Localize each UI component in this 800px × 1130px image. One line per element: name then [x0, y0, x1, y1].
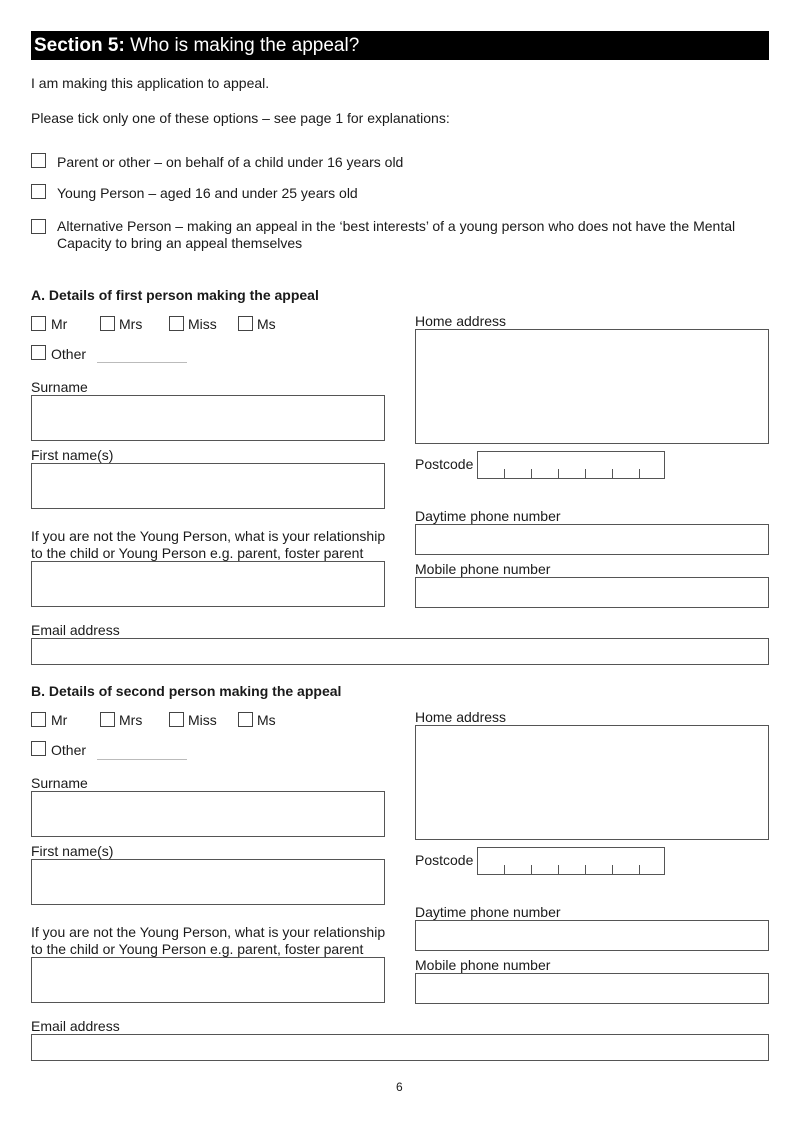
person-a-heading: A. Details of first person making the appeal: [31, 287, 319, 303]
person-b-mr-label: Mr: [51, 712, 68, 728]
person-b-mr-checkbox[interactable]: [31, 712, 46, 727]
person-a-daytime-phone-input[interactable]: [415, 524, 769, 555]
option-parent-label: Parent or other – on behalf of a child under 16 years old: [57, 154, 404, 170]
person-a-surname-input[interactable]: [31, 395, 385, 441]
person-b-home-address-label: Home address: [415, 709, 507, 725]
person-b-home-address-input[interactable]: [415, 725, 769, 840]
option-alternative-person-label-line2: Capacity to bring an appeal themselves: [57, 235, 303, 251]
option-alternative-person-checkbox[interactable]: [31, 219, 46, 234]
person-b-daytime-phone-input[interactable]: [415, 920, 769, 951]
person-b-mrs-checkbox[interactable]: [100, 712, 115, 727]
person-a-home-address-label: Home address: [415, 313, 507, 329]
person-b-daytime-phone-label: Daytime phone number: [415, 904, 561, 920]
person-b-other-checkbox[interactable]: [31, 741, 46, 756]
section-title: Who is making the appeal?: [130, 35, 360, 56]
person-a-postcode-label: Postcode: [415, 456, 474, 472]
option-parent-checkbox[interactable]: [31, 153, 46, 168]
person-b-first-names-input[interactable]: [31, 859, 385, 905]
person-a-miss-checkbox[interactable]: [169, 316, 184, 331]
person-a-relationship-label-line2: to the child or Young Person e.g. parent, foster parent: [31, 545, 364, 561]
person-a-miss-label: Miss: [188, 316, 217, 332]
person-a-mr-label: Mr: [51, 316, 68, 332]
person-a-relationship-input[interactable]: [31, 561, 385, 607]
person-b-postcode-label: Postcode: [415, 852, 474, 868]
section-number: Section 5:: [34, 35, 125, 56]
person-b-email-label: Email address: [31, 1018, 120, 1034]
person-b-ms-label: Ms: [257, 712, 276, 728]
person-a-postcode-input[interactable]: [477, 451, 665, 479]
person-b-mobile-phone-label: Mobile phone number: [415, 957, 551, 973]
person-a-home-address-input[interactable]: [415, 329, 769, 444]
person-a-mrs-label: Mrs: [119, 316, 143, 332]
person-b-heading: B. Details of second person making the appeal: [31, 683, 342, 699]
person-b-miss-label: Miss: [188, 712, 217, 728]
person-b-other-label: Other: [51, 742, 87, 758]
person-a-ms-checkbox[interactable]: [238, 316, 253, 331]
person-a-other-checkbox[interactable]: [31, 345, 46, 360]
person-b-mrs-label: Mrs: [119, 712, 143, 728]
person-a-mrs-checkbox[interactable]: [100, 316, 115, 331]
person-a-first-names-label: First name(s): [31, 447, 114, 463]
person-b-surname-label: Surname: [31, 775, 88, 791]
person-a-other-input[interactable]: [97, 362, 187, 363]
page-number: 6: [396, 1080, 403, 1094]
person-a-ms-label: Ms: [257, 316, 276, 332]
person-a-relationship-label-line1: If you are not the Young Person, what is your relationship: [31, 528, 386, 544]
person-a-mobile-phone-input[interactable]: [415, 577, 769, 608]
intro-text: I am making this application to appeal.: [31, 75, 270, 91]
person-b-ms-checkbox[interactable]: [238, 712, 253, 727]
person-b-postcode-input[interactable]: [477, 847, 665, 875]
person-a-mobile-phone-label: Mobile phone number: [415, 561, 551, 577]
person-a-surname-label: Surname: [31, 379, 88, 395]
person-b-mobile-phone-input[interactable]: [415, 973, 769, 1004]
person-b-other-input[interactable]: [97, 759, 187, 760]
option-young-person-checkbox[interactable]: [31, 184, 46, 199]
person-b-relationship-label-line2: to the child or Young Person e.g. parent, foster parent: [31, 941, 364, 957]
person-a-email-input[interactable]: [31, 638, 769, 665]
person-b-relationship-label-line1: If you are not the Young Person, what is your relationship: [31, 924, 386, 940]
section-header: [31, 31, 769, 60]
person-a-mr-checkbox[interactable]: [31, 316, 46, 331]
person-b-first-names-label: First name(s): [31, 843, 114, 859]
option-young-person-label: Young Person – aged 16 and under 25 years old: [57, 185, 358, 201]
person-b-email-input[interactable]: [31, 1034, 769, 1061]
person-a-first-names-input[interactable]: [31, 463, 385, 509]
person-b-relationship-input[interactable]: [31, 957, 385, 1003]
instruction-text: Please tick only one of these options – see page 1 for explanations:: [31, 110, 450, 126]
option-alternative-person-label-line1: Alternative Person – making an appeal in the ‘best interests’ of a young person who does not have the Mental: [57, 218, 736, 234]
person-a-email-label: Email address: [31, 622, 120, 638]
person-a-other-label: Other: [51, 346, 87, 362]
person-b-miss-checkbox[interactable]: [169, 712, 184, 727]
person-a-daytime-phone-label: Daytime phone number: [415, 508, 561, 524]
person-b-surname-input[interactable]: [31, 791, 385, 837]
